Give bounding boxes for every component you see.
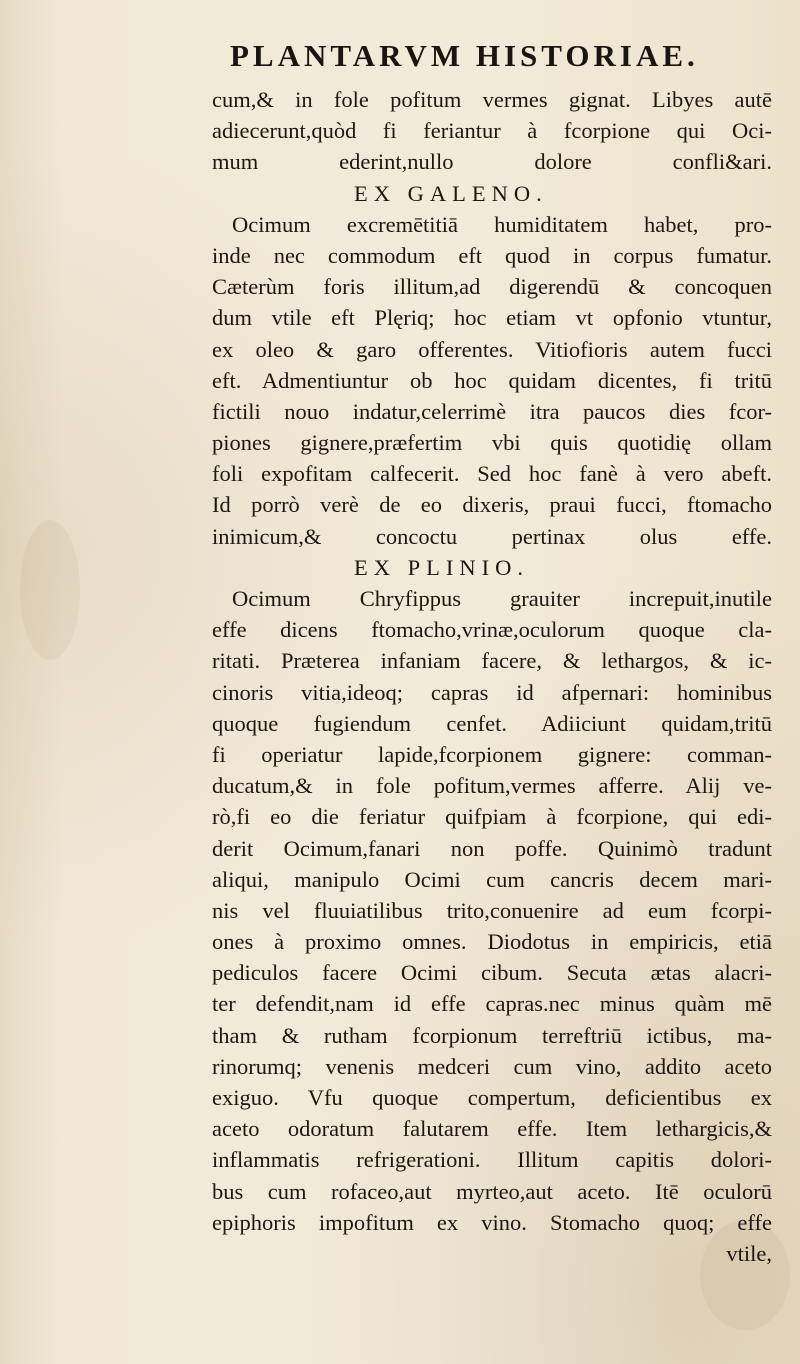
text-line: inde nec commodum eft quod in corpus fumatur. [212, 242, 772, 268]
text-line: pediculos facere Ocimi cibum. Secuta ætas alacri- [212, 960, 772, 986]
text-line: exiguo. Vfu quoque compertum, deficientibus ex [212, 1085, 772, 1110]
text-line: tham & rutham fcorpionum terreftriū ictibus, ma- [212, 1022, 772, 1048]
body-text [212, 84, 772, 1269]
text-line: ones à proximo omnes. Diodotus in empiricis, etiā [212, 929, 772, 955]
section-heading: EX GALENO. [354, 180, 548, 206]
text-line: rinorumq; venenis medceri cum vino, addito aceto [212, 1053, 772, 1079]
text-line: Ocimum excremētitiā humiditatem habet, pro- [232, 211, 772, 237]
paper-stain [20, 520, 80, 660]
text-line: bus cum rofaceo,aut myrteo,aut aceto. Itē oculorū [212, 1178, 772, 1204]
text-line: quoque fugiendum cenfet. Adiiciunt quidam,tritū [212, 710, 772, 736]
text-line: ritati. Præterea infaniam facere, & lethargos, & ic- [212, 648, 772, 674]
text-line: rò,fi eo die feriatur quifpiam à fcorpione, qui edi- [212, 804, 772, 830]
text-line: aliqui, manipulo Ocimi cum cancris decem mari- [212, 866, 772, 892]
text-line: foli expofitam calfecerit. Sed hoc fanè à vero abeft. [212, 461, 772, 487]
text-line: aceto odoratum falutarem effe. Item lethargicis,& [212, 1116, 772, 1142]
catchword: vtile, [726, 1240, 772, 1266]
text-line: piones gignere,præfertim vbi quis quotidię ollam [212, 430, 772, 456]
running-head: PLANTARVM HISTORIAE. [230, 38, 699, 73]
text-line: ex oleo & garo offerentes. Vitiofioris autem fucci [212, 336, 772, 362]
text-line: cum,& in fole pofitum vermes gignat. Libyes autē [212, 87, 772, 112]
text-line: Id porrò verè de eo dixeris, praui fucci, ftomacho [212, 492, 772, 518]
text-line: inimicum,& concoctu pertinax olus effe. [212, 523, 772, 549]
text-line: fi operiatur lapide,fcorpionem gignere: comman- [212, 741, 772, 767]
text-line: Ocimum Chryfippus grauiter increpuit,inutile [232, 586, 772, 611]
text-line: dum vtile eft Plęriq; hoc etiam vt opfonio vtuntur, [212, 305, 772, 331]
text-line: fictili nouo indatur,celerrimè itra paucos dies fcor- [212, 398, 772, 424]
text-line: adiecerunt,quòd fi feriantur à fcorpione qui Oci- [212, 118, 772, 144]
text-line: mum ederint,nullo dolore confli&ari. [212, 149, 772, 175]
text-line: ter defendit,nam id effe capras.nec minus quàm mē [212, 991, 772, 1017]
text-line: cinoris vitia,ideoq; capras id afpernari: hominibus [212, 679, 772, 705]
text-line: derit Ocimum,fanari non poffe. Quinimò tradunt [212, 835, 772, 861]
text-line: Cæterùm foris illitum,ad digerendū & concoquen [212, 274, 772, 300]
text-line: inflammatis refrigerationi. Illitum capitis dolori- [212, 1147, 772, 1173]
text-line: eft. Admentiuntur ob hoc quidam dicentes, fi tritū [212, 367, 772, 393]
section-heading: EX PLINIO. [354, 554, 529, 580]
text-line: effe dicens ftomacho,vrinæ,oculorum quoque cla- [212, 617, 772, 643]
text-line: nis vel fluuiatilibus trito,conuenire ad eum fcorpi- [212, 897, 772, 923]
text-line: ducatum,& in fole pofitum,vermes afferre. Alij ve- [212, 773, 772, 799]
text-line: epiphoris impofitum ex vino. Stomacho quoq; effe [212, 1209, 772, 1235]
